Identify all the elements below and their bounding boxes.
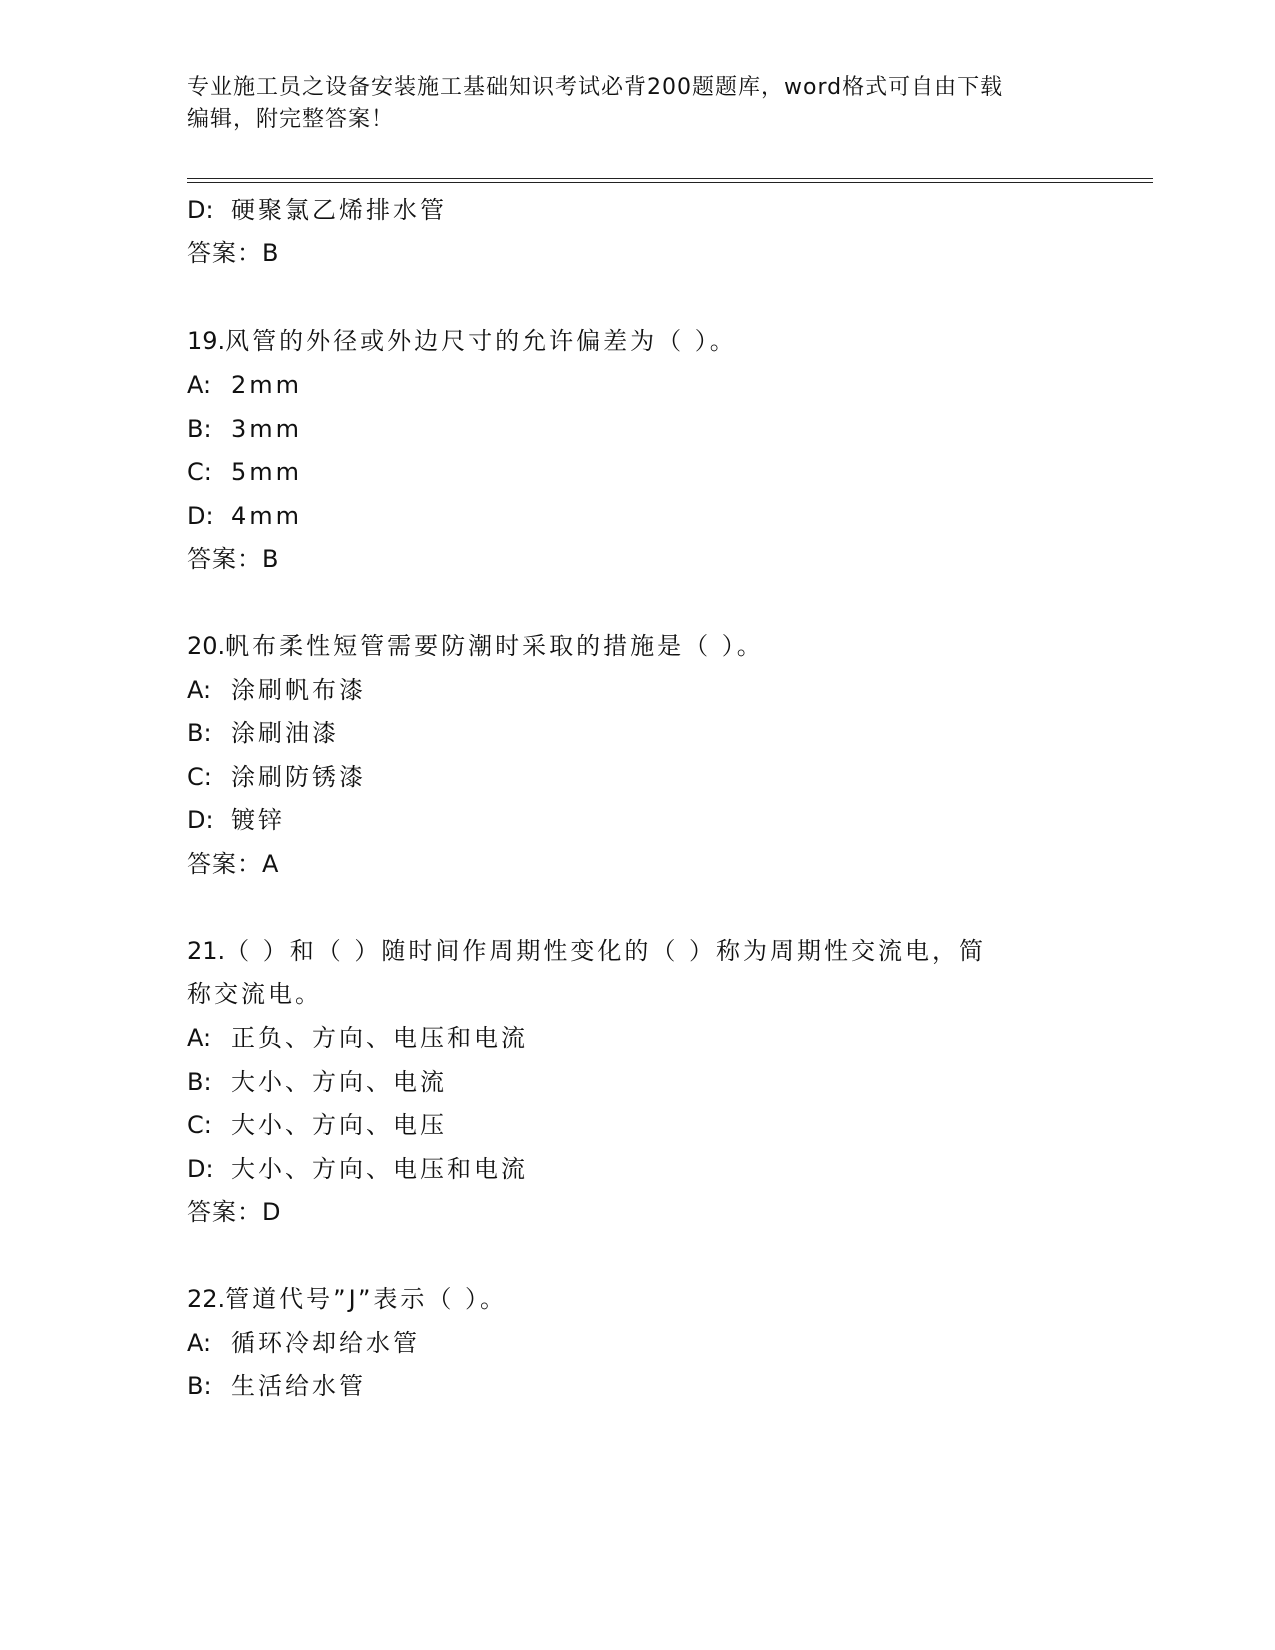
option-text: 5mm	[231, 458, 303, 486]
q19-answer: 答案：B	[187, 545, 280, 573]
prev-option-d	[187, 195, 447, 225]
option-text: 正负、方向、电压和电流	[231, 1024, 528, 1052]
q19-option-b	[187, 414, 302, 444]
option-key: D:	[187, 196, 214, 224]
q20-option-d	[187, 805, 285, 835]
question-19	[187, 326, 737, 356]
question-text: 风管的外径或外边尺寸的允许偏差为（ ）。	[225, 327, 737, 355]
option-text: 涂刷防锈漆	[231, 763, 366, 791]
option-text: 涂刷油漆	[231, 719, 339, 747]
q19-option-c	[187, 457, 302, 487]
header-divider-top	[187, 178, 1153, 179]
q19-option-d	[187, 501, 302, 531]
question-21-continued: 称交流电。	[187, 980, 322, 1008]
option-key: B:	[187, 719, 212, 747]
q20-answer: 答案：A	[187, 850, 280, 878]
header-line-2: 编辑，附完整答案！	[187, 107, 395, 132]
q20-option-b	[187, 718, 339, 748]
option-text: 4mm	[231, 502, 303, 530]
option-text: 2mm	[231, 371, 303, 399]
q20-option-a	[187, 675, 366, 705]
option-key: A:	[187, 1329, 212, 1357]
option-text: 生活给水管	[231, 1372, 366, 1400]
option-text: 涂刷帆布漆	[231, 676, 366, 704]
option-text: 硬聚氯乙烯排水管	[231, 196, 447, 224]
option-text: 大小、方向、电压	[231, 1111, 447, 1139]
option-text: 镀锌	[231, 806, 285, 834]
option-key: C:	[187, 458, 212, 486]
option-text: 循环冷却给水管	[231, 1329, 420, 1357]
option-key: A:	[187, 371, 212, 399]
q19-option-a	[187, 370, 302, 400]
question-20	[187, 631, 764, 661]
header-divider-bottom	[187, 182, 1153, 183]
option-key: C:	[187, 763, 212, 791]
option-text: 大小、方向、电流	[231, 1068, 447, 1096]
question-number: 21.	[187, 937, 226, 965]
question-number: 19.	[187, 327, 226, 355]
option-key: D:	[187, 502, 214, 530]
q22-option-b	[187, 1371, 366, 1401]
option-key: B:	[187, 415, 212, 443]
question-text: 管道代号”J”表示（ ）。	[225, 1285, 508, 1313]
q21-option-d	[187, 1154, 528, 1184]
option-key: C:	[187, 1111, 212, 1139]
question-text: （ ）和（ ）随时间作周期性变化的（ ）称为周期性交流电，简	[225, 937, 987, 965]
document-header	[187, 72, 1067, 136]
question-number: 22.	[187, 1285, 226, 1313]
option-text: 3mm	[231, 415, 303, 443]
option-key: B:	[187, 1372, 212, 1400]
option-key: D:	[187, 1155, 214, 1183]
q21-answer: 答案：D	[187, 1198, 282, 1226]
option-text: 大小、方向、电压和电流	[231, 1155, 528, 1183]
option-key: A:	[187, 1024, 212, 1052]
q21-option-b	[187, 1067, 447, 1097]
question-22	[187, 1284, 507, 1314]
option-key: A:	[187, 676, 212, 704]
q21-option-a	[187, 1023, 528, 1053]
option-key: D:	[187, 806, 214, 834]
q20-option-c	[187, 762, 366, 792]
question-text: 帆布柔性短管需要防潮时采取的措施是（ ）。	[225, 632, 764, 660]
q22-option-a	[187, 1328, 420, 1358]
q21-option-c	[187, 1110, 447, 1140]
header-line-1: 专业施工员之设备安装施工基础知识考试必背200题题库，word格式可自由下载	[187, 75, 1004, 100]
question-number: 20.	[187, 632, 226, 660]
question-21	[187, 936, 986, 966]
prev-answer: 答案：B	[187, 239, 280, 267]
option-key: B:	[187, 1068, 212, 1096]
